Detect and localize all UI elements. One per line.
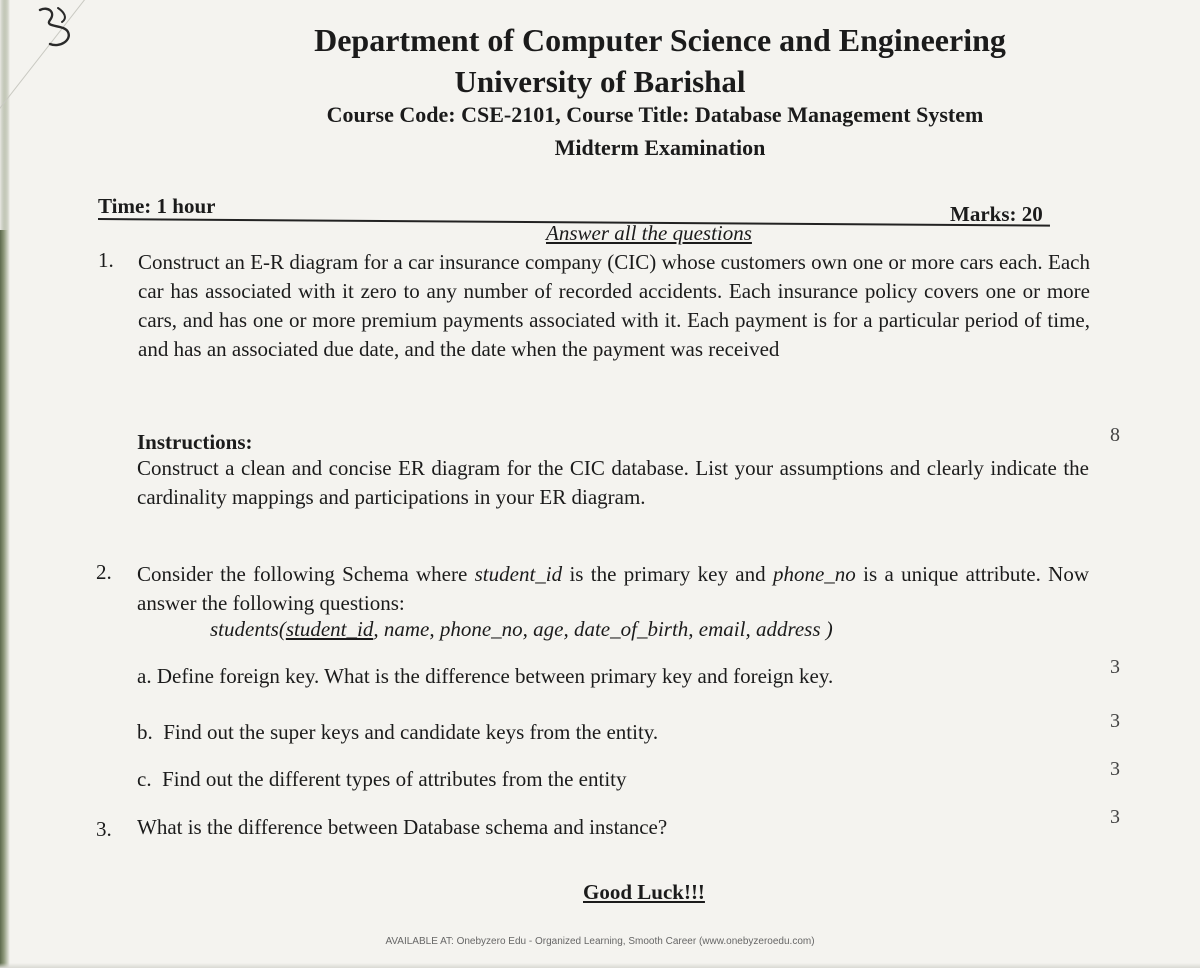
- question-1-instructions-text: Construct a clean and concise ER diagram for the CIC database. List your assumptions and clearly indicate the cardinality mappings and participations in your ER diagram.: [137, 456, 1089, 509]
- question-3-number: 3.: [96, 817, 112, 841]
- footer-watermark: AVAILABLE AT: Onebyzero Edu - Organized Learning, Smooth Career (www.onebyzeroedu.com): [385, 936, 815, 947]
- page-edge-highlight: [0, 0, 10, 230]
- exam-title: Midterm Examination: [554, 135, 766, 160]
- schema-attributes: , name, phone_no, age, date_of_birth, email, address ): [373, 617, 833, 641]
- question-2a-label: a.: [137, 664, 152, 688]
- question-3-text: What is the difference between Database schema and instance?: [137, 815, 668, 839]
- time-label: Time: 1 hour: [98, 194, 216, 218]
- question-2-text-part-2: is the primary key and: [562, 562, 773, 586]
- question-2b: [137, 720, 658, 745]
- question-2a-text: Define foreign key. What is the difference between primary key and foreign key.: [156, 664, 834, 688]
- course-title: Course Code: CSE-2101, Course Title: Database Management System: [326, 102, 984, 127]
- question-1-text: Construct an E-R diagram for a car insurance company (CIC) whose customers own one or more cars each. Each car has associated with it zero to any number of recorded accidents. Each insurance policy covers one or more cars, and has one or more premium payments associated with it. Each payment is for a particular period of time, and has an associated due date, and the date when the payment was received: [138, 250, 1090, 361]
- total-marks-label: Marks: 20: [950, 202, 1043, 226]
- question-2-text-part-1: Consider the following Schema where: [137, 562, 475, 586]
- question-2c-text: Find out the different types of attributes from the entity: [162, 767, 627, 791]
- question-2-number: 2.: [96, 560, 112, 584]
- question-2c-marks: 3: [1110, 758, 1120, 780]
- question-2-unique-attribute: phone_no: [772, 562, 856, 586]
- general-instruction: Answer all the questions: [546, 221, 752, 245]
- question-2-text-part-3: is a unique attribute. Now answer the following questions:: [137, 562, 1090, 615]
- question-1-instructions-title: Instructions:: [137, 430, 253, 454]
- question-3-marks: 3: [1110, 806, 1120, 828]
- question-1-marks: 8: [1110, 424, 1120, 446]
- question-2-primary-key: student_id: [474, 562, 563, 586]
- university-title: University of Barishal: [454, 64, 746, 99]
- question-2c: [137, 767, 627, 792]
- question-2-text: [137, 560, 1089, 618]
- department-title: Department of Computer Science and Engineering: [314, 22, 1006, 58]
- schema-prefix: students(: [210, 617, 286, 641]
- closing-message: Good Luck!!!: [583, 880, 705, 904]
- question-2c-label: c.: [137, 767, 152, 791]
- page-bottom-shadow: [0, 963, 1200, 968]
- question-2a-marks: 3: [1110, 656, 1120, 678]
- question-1-number: 1.: [98, 248, 114, 272]
- question-2b-marks: 3: [1110, 710, 1120, 732]
- question-2b-text: Find out the super keys and candidate keys from the entity.: [163, 720, 659, 744]
- question-2b-label: b.: [137, 720, 153, 744]
- question-2a: [137, 664, 833, 689]
- schema-key: student_id: [285, 617, 374, 641]
- student-schema: [210, 617, 833, 642]
